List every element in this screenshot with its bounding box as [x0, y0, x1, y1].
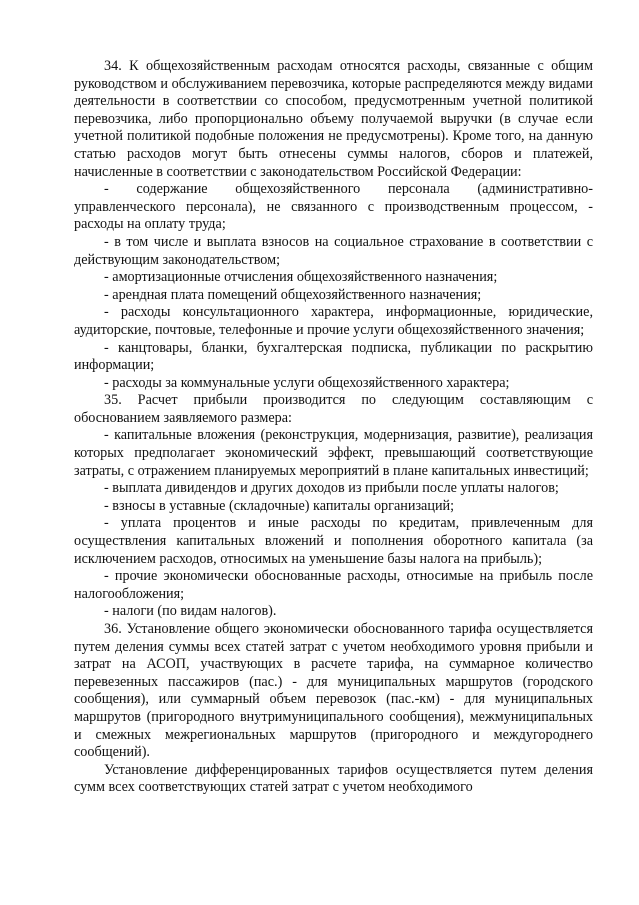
paragraph-34: 34. К общехозяйственным расходам относятся расходы, связанные с общим руководством и обслуживанием перевозчика, которые распределяются между видами деятельности в соответствии со способом, предусмотренным учетной политикой перевозчика, либо пропорционально объему получаемой выручки (в случае если учетной политикой подобные положения не предусмотрены). Кроме того, на данную статью расходов могут быть отнесены суммы налогов, сборов и платежей, начисленные в соответствии с законодательством Российской Федерации: [74, 58, 593, 180]
list-item: - амортизационные отчисления общехозяйственного назначения; [104, 269, 498, 286]
paragraph-differentiated-tariffs: Установление дифференцированных тарифов осуществляется путем деления сумм всех соответствующих статей затрат с учетом необходимого [74, 761, 593, 796]
list-item: - налоги (по видам налогов). [104, 603, 277, 620]
list-item: - содержание общехозяйственного персонала (административно-управленческого персонала), не связанного с производственным процессом, - расходы на оплату труда; [74, 181, 593, 233]
list-item: - расходы консультационного характера, информационные, юридические, аудиторские, почтовые, телефонные и прочие услуги общехозяйственного значения; [74, 304, 593, 338]
document-page [74, 58, 593, 797]
list-item: - капитальные вложения (реконструкция, модернизация, развитие), реализация которых предполагает экономический эффект, превышающий соответствующие затраты, с отражением планируемых мероприятий в плане капитальных инвестиций; [74, 427, 593, 479]
list-item: - взносы в уставные (складочные) капиталы организаций; [104, 497, 455, 514]
list-item: - уплата процентов и иные расходы по кредитам, привлеченным для осуществления капитальных вложений и пополнения оборотного капитала (за исключением расходов, относимых на уменьшение базы налога на прибыль); [74, 515, 593, 567]
list-item: - выплата дивидендов и других доходов из прибыли после уплаты налогов; [104, 480, 559, 497]
list-item: - канцтовары, бланки, бухгалтерская подписка, публикации по раскрытию информации; [74, 339, 593, 374]
list-item: - арендная плата помещений общехозяйственного назначения; [104, 286, 482, 303]
list-item: - в том числе и выплата взносов на социальное страхование в соответствии с действующим законодательством; [74, 233, 593, 268]
list-item: - расходы за коммунальные услуги общехозяйственного характера; [104, 374, 510, 391]
paragraph-36: 36. Установление общего экономически обоснованного тарифа осуществляется путем деления суммы всех статей затрат с учетом необходимого уровня прибыли и затрат на АСОП, участвующих в расчете тарифа, на суммарное количество перевезенных пассажиров (пас.) - для муниципальных маршрутов (городского сообщения), или суммарный объем перевозок (пас.-км) - для муниципальных маршрутов (пригородного внутримуниципального сообщения), межмуниципальных и смежных межрегиональных маршрутов (пригородного и междугороднего сообщений). [74, 621, 593, 761]
paragraph-35: 35. Расчет прибыли производится по следующим составляющим с обоснованием заявляемого размера: [74, 392, 593, 426]
list-item: - прочие экономически обоснованные расходы, относимые на прибыль после налогообложения; [74, 568, 593, 602]
